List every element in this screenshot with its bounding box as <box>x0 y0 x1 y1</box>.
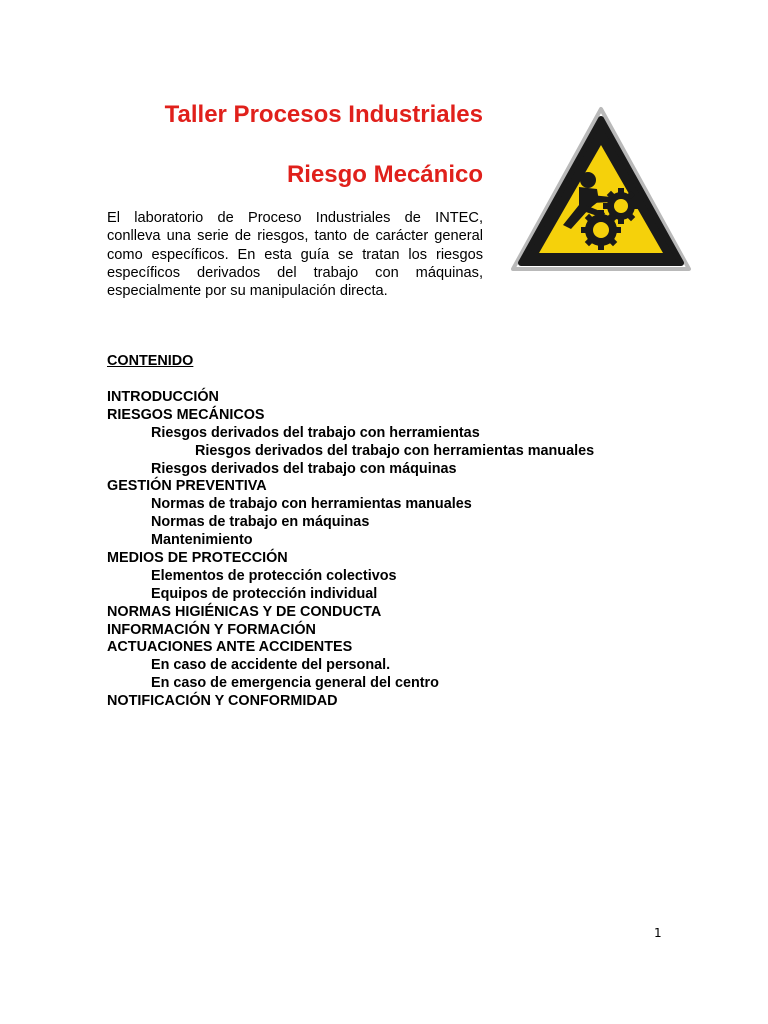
intro-line: El laboratorio de Proceso Industriales de INTEC, <box>107 210 483 226</box>
toc-item: Mantenimiento <box>151 532 253 549</box>
toc-item: NORMAS HIGIÉNICAS Y DE CONDUCTA <box>107 603 382 620</box>
toc-heading: CONTENIDO <box>107 353 194 369</box>
table-of-contents <box>107 389 667 711</box>
intro-line: específicos derivados del trabajo con máquinas, <box>107 264 483 281</box>
page-number: 1 <box>654 926 662 940</box>
toc-item: Riesgos derivados del trabajo con herramientas manuales <box>195 442 595 459</box>
toc-item: Riesgos derivados del trabajo con herramientas <box>151 424 480 441</box>
toc-item: MEDIOS DE PROTECCIÓN <box>107 550 288 567</box>
toc-item: INFORMACIÓN Y FORMACIÓN <box>107 621 316 638</box>
toc-item: Elementos de protección colectivos <box>151 567 397 584</box>
toc-item: Normas de trabajo en máquinas <box>151 514 370 531</box>
toc-item: GESTIÓN PREVENTIVA <box>107 478 267 495</box>
intro-paragraph <box>107 209 483 300</box>
intro-line: conlleva una serie de riesgos, tanto de carácter general <box>107 228 483 245</box>
toc-item: INTRODUCCIÓN <box>107 389 219 405</box>
intro-line: especialmente por su manipulación directa. <box>107 283 388 300</box>
toc-item: ACTUACIONES ANTE ACCIDENTES <box>107 639 353 656</box>
toc-item: En caso de accidente del personal. <box>151 657 391 674</box>
toc-item: Normas de trabajo con herramientas manuales <box>151 496 472 513</box>
document-subtitle: Riesgo Mecánico <box>286 161 483 188</box>
mechanical-hazard-warning-icon <box>509 105 693 275</box>
document-title: Taller Procesos Industriales <box>164 101 483 128</box>
toc-item: NOTIFICACIÓN Y CONFORMIDAD <box>107 693 338 710</box>
toc-item: En caso de emergencia general del centro <box>151 675 439 692</box>
toc-item: Riesgos derivados del trabajo con máquinas <box>151 460 457 477</box>
toc-item: Equipos de protección individual <box>151 585 378 602</box>
toc-item: RIESGOS MECÁNICOS <box>107 406 265 423</box>
intro-line: como específicos. En esta guía se tratan los riesgos <box>107 246 483 263</box>
